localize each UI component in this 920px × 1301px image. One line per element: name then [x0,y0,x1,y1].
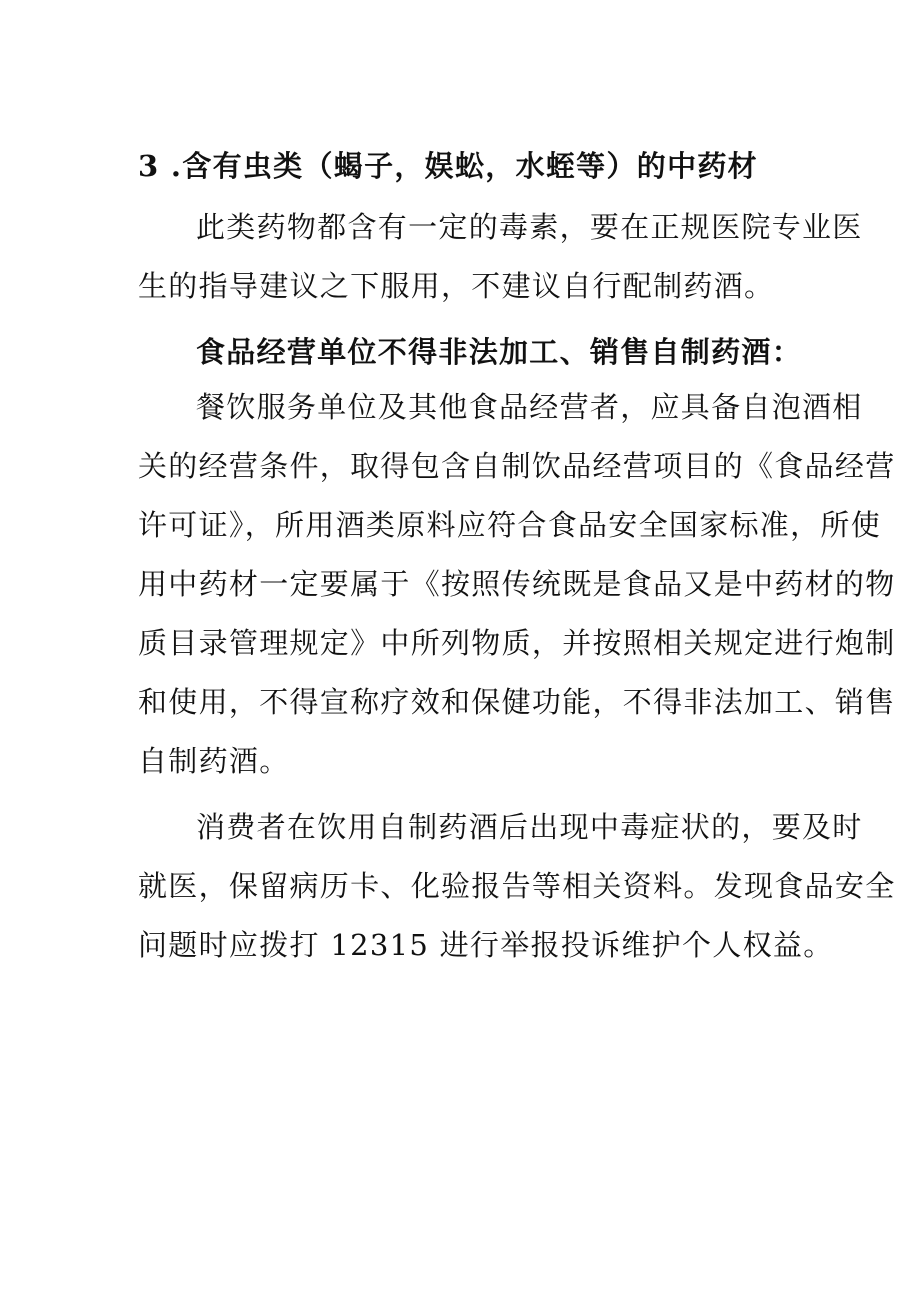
paragraph-line: 自制药酒。 [138,744,290,778]
paragraph-line: 用中药材一定要属于《按照传统既是食品又是中药材的物 [138,567,896,601]
paragraph-line: 此类药物都含有一定的毒素，要在正规医院专业医 [196,210,863,244]
paragraph-toxicity-warning [138,198,863,316]
paragraph-business-rules [138,378,896,791]
paragraph-line: 关的经营条件，取得包含自制饮品经营项目的《食品经营 [138,449,896,483]
section-heading: 3 .含有虫类（蝎子，娱蚣，水蛭等）的中药材 [138,149,758,183]
paragraph-line: 问题时应拨打 12315 进行举报投诉维护个人权益。 [138,928,834,962]
paragraph-line: 就医，保留病历卡、化验报告等相关资料。发现食品安全 [138,869,896,903]
paragraph-line: 许可证》，所用酒类原料应符合食品安全国家标准，所使 [138,508,882,542]
bold-heading [138,334,803,370]
paragraph-line: 餐饮服务单位及其他食品经营者，应具备自泡酒相 [196,390,863,424]
paragraph-consumer-advice [138,798,896,975]
bold-heading-text: 食品经营单位不得非法加工、销售自制药酒： [196,335,803,369]
paragraph-line: 和使用，不得宣称疗效和保健功能，不得非法加工、销售 [138,685,896,719]
paragraph-line: 质目录管理规定》中所列物质，并按照相关规定进行炮制 [138,626,896,660]
paragraph-line: 生的指导建议之下服用，不建议自行配制药酒。 [138,269,775,303]
paragraph-line: 消费者在饮用自制药酒后出现中毒症状的，要及时 [196,810,863,844]
